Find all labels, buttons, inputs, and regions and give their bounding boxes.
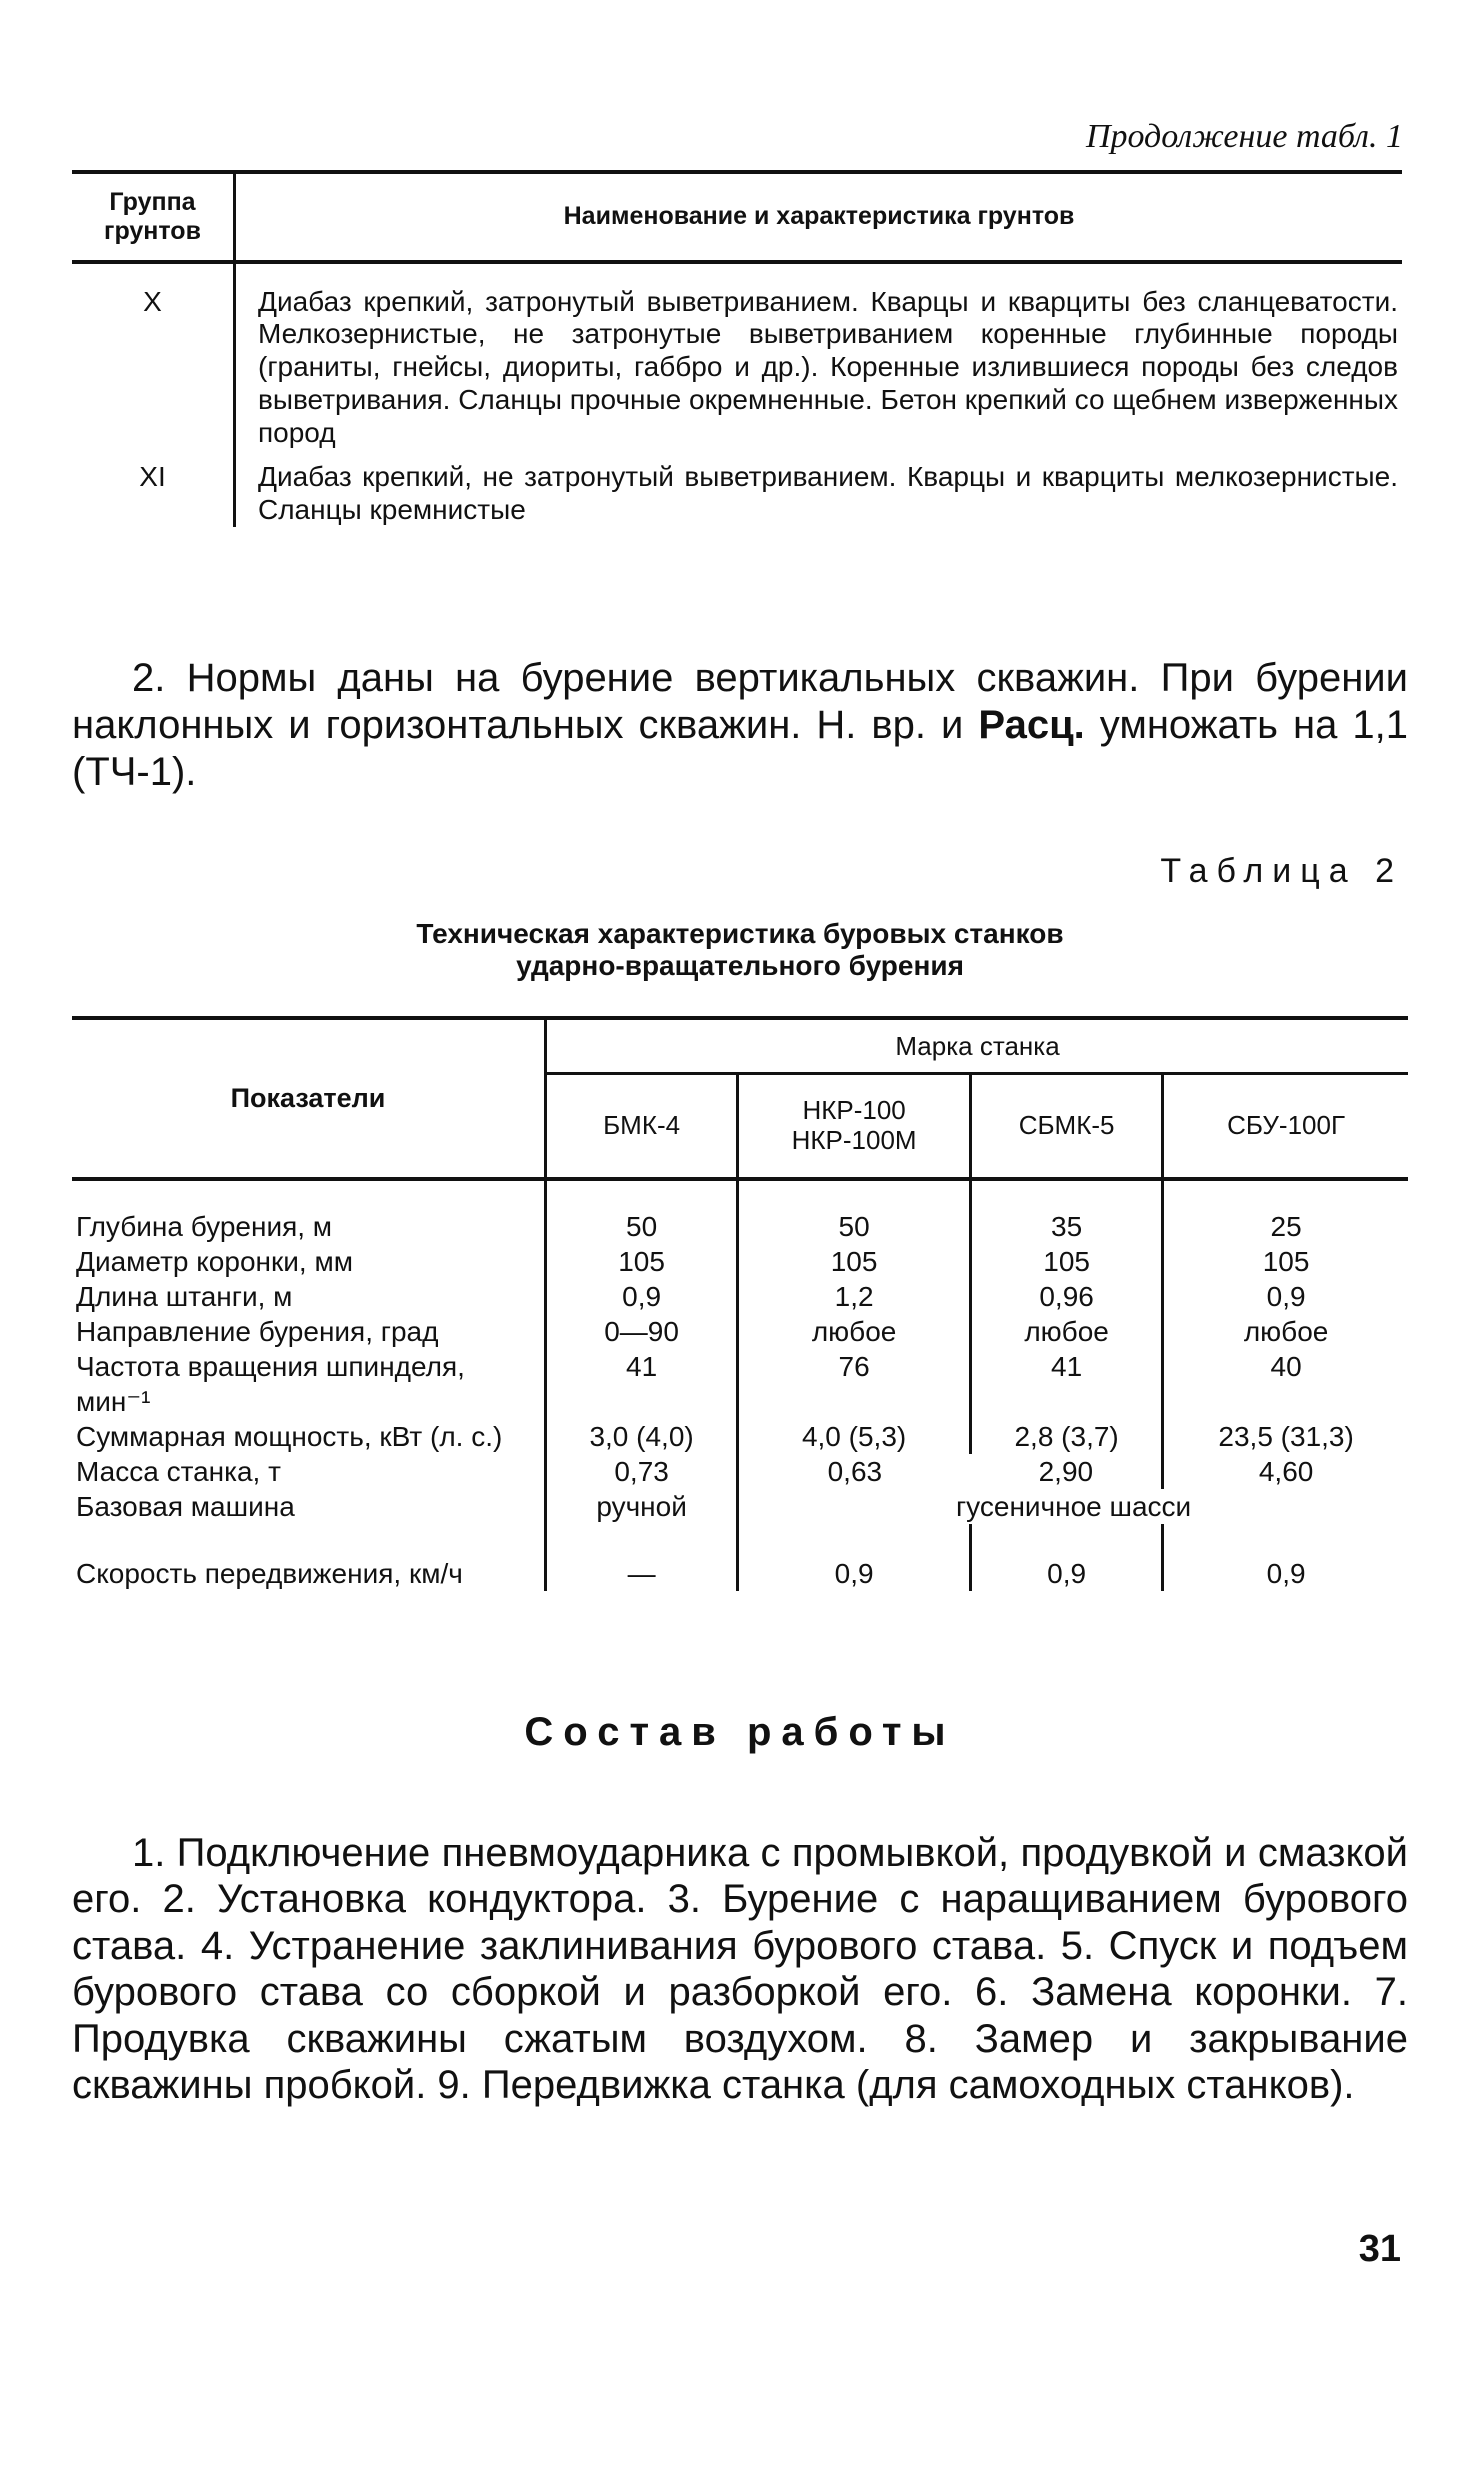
model-header: БМК-4: [546, 1074, 738, 1180]
drilling-rigs-table: [72, 1016, 1408, 1591]
page-number: 31: [1358, 2228, 1401, 2270]
table-row: [72, 449, 1402, 527]
table-row: [72, 1279, 1408, 1314]
table-number: Таблица 2: [1160, 852, 1403, 890]
value-cell: 2,90: [971, 1454, 1163, 1489]
value-cell: 76: [738, 1349, 971, 1419]
description-cell: Диабаз крепкий, затронутый выветриванием. Кварцы и кварциты без сланцеватости. Мелкозернистые, не затронутые выветриванием коренные глубинные породы (граниты, гнейсы, диориты, габбро и др.). Коренные излившиеся породы без следов выветривания. Сланцы прочные окремненные. Бетон крепкий со щебнем изверженных пород: [258, 285, 1398, 448]
row-label: Суммарная мощность, кВт (л. с.): [72, 1419, 546, 1454]
row-label: Масса станка, т: [72, 1454, 546, 1489]
value-cell: 105: [1262, 1246, 1310, 1277]
header-marka: Марка станка: [546, 1018, 1409, 1074]
value-cell: любое: [1243, 1316, 1329, 1347]
value-cell: 0,63: [827, 1456, 883, 1487]
table-title-line: Техническая характеристика буровых станков: [416, 918, 1064, 949]
value-cell: 105: [738, 1244, 971, 1279]
value-cell: 41: [971, 1349, 1163, 1419]
row-label: Диаметр коронки, мм: [72, 1244, 546, 1279]
value-cell: 41: [546, 1349, 738, 1419]
table-title: [72, 918, 1408, 982]
row-label: Глубина бурения, м: [72, 1179, 546, 1244]
soil-groups-table: [72, 170, 1402, 527]
value-cell: 105: [546, 1244, 738, 1279]
row-label: Скорость передвижения, км/ч: [72, 1524, 546, 1591]
value-cell: —: [546, 1524, 738, 1591]
table-row: [72, 1349, 1408, 1419]
group-cell: XI: [72, 449, 235, 527]
note-text-before: 2. Нормы даны на бурение вертикальных скважин. При бурении наклонных и горизонтальных скважин. Н. вр. и: [72, 656, 1408, 747]
value-cell: 23,5 (31,3): [1218, 1421, 1354, 1452]
row-label: Направление бурения, град: [72, 1314, 546, 1349]
value-cell: 50: [546, 1179, 738, 1244]
table-row: [72, 1489, 1408, 1524]
continuation-label: Продолжение табл. 1: [1085, 118, 1403, 155]
value-cell: 0,73: [546, 1454, 738, 1489]
note-paragraph: [72, 655, 1408, 795]
value-cell: 0—90: [546, 1314, 738, 1349]
note-text-bold: Расц.: [978, 702, 1085, 747]
value-cell: любое: [738, 1314, 971, 1349]
table-row: [72, 1314, 1408, 1349]
value-cell: гусеничное шасси: [955, 1491, 1192, 1522]
value-cell: 25: [1270, 1211, 1302, 1242]
group-cell: X: [72, 262, 235, 450]
value-cell: 105: [971, 1244, 1163, 1279]
model-header: СБУ-100Г: [1163, 1074, 1408, 1180]
work-paragraph: 1. Подключение пневмоударника с промывкой, продувкой и смазкой его. 2. Установка кондуктора. 3. Бурение с наращиванием бурового става. 4. Устранение заклинивания бурового става. 5. Спуск и подъем бурового става со сборкой и разборкой его. 6. Замена коронки. 7. Продувка скважины сжатым воздухом. 8. Замер и закрывание скважины пробкой. 9. Передвижка станка (для самоходных станков).: [72, 1831, 1408, 2107]
value-cell: 0,9: [971, 1524, 1163, 1591]
section-heading: Состав работы: [524, 1710, 956, 1754]
header-group: Группа грунтов: [72, 172, 235, 262]
table-row: [72, 1179, 1408, 1244]
value-cell: 2,8 (3,7): [971, 1419, 1163, 1454]
model-name: НКР-100: [802, 1095, 906, 1126]
value-cell: ручной: [546, 1489, 738, 1524]
description-cell: Диабаз крепкий, не затронутый выветриванием. Кварцы и кварциты мелкозернистые. Сланцы кремнистые: [258, 461, 1398, 525]
model-name: НКР-100М: [791, 1125, 917, 1155]
value-cell: 0,9: [738, 1524, 971, 1591]
value-cell: 0,96: [971, 1279, 1163, 1314]
table-row: [72, 1524, 1408, 1591]
table-row: [72, 1244, 1408, 1279]
table-row: [72, 1454, 1408, 1489]
value-cell: 3,0 (4,0): [546, 1419, 738, 1454]
value-cell: 0,9: [1266, 1281, 1306, 1312]
table-row: [72, 1419, 1408, 1454]
value-cell: 4,60: [1258, 1456, 1314, 1487]
header-pokazateli: Показатели: [72, 1018, 546, 1179]
model-header: [738, 1074, 971, 1180]
value-cell: 50: [738, 1179, 971, 1244]
header-description: Наименование и характеристика грунтов: [235, 172, 1403, 262]
row-label: Частота вращения шпинделя, мин⁻¹: [72, 1349, 546, 1419]
value-cell: 4,0 (5,3): [738, 1419, 971, 1454]
note-text-after: умножать на 1,1 (ТЧ-1).: [72, 702, 1408, 794]
value-cell: любое: [971, 1314, 1163, 1349]
value-cell: 0,9: [546, 1279, 738, 1314]
value-cell: 35: [971, 1179, 1163, 1244]
table-title-line: ударно-вращательного бурения: [516, 950, 964, 982]
table-row: [72, 262, 1402, 450]
model-header: СБМК-5: [971, 1074, 1163, 1180]
value-cell: 0,9: [1266, 1558, 1306, 1589]
value-cell: 40: [1270, 1351, 1302, 1382]
row-label: Базовая машина: [72, 1489, 546, 1524]
value-cell: 1,2: [738, 1279, 971, 1314]
row-label: Длина штанги, м: [72, 1279, 546, 1314]
